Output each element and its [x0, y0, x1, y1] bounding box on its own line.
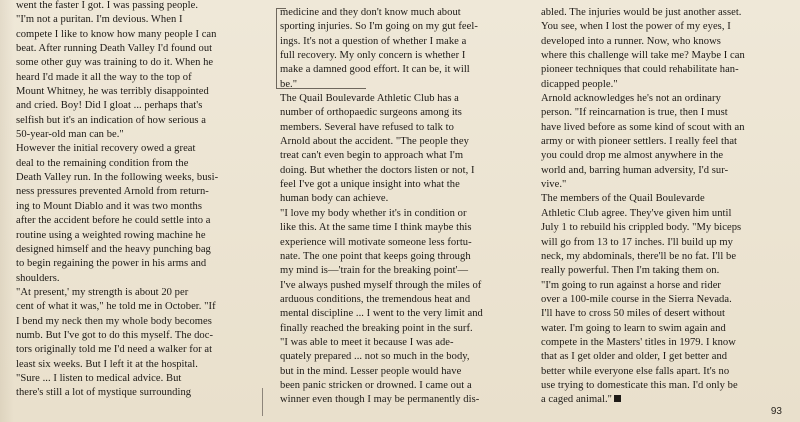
- text-line: there's still a lot of mystique surrounding: [16, 387, 192, 399]
- text-line: person. "If reincarnation is true, then I must: [541, 107, 728, 119]
- text-line: been panic stricken or drowned. I came out a: [280, 379, 472, 391]
- text-line: "Sure ... I listen to medical advice. But: [16, 372, 182, 384]
- text-line: compete in the Masters' titles in 1979. I know: [541, 336, 736, 348]
- text-line: July 1 to rebuild his crippled body. "My biceps: [541, 222, 742, 234]
- text-line: to begin regaining the power in his arms and: [16, 258, 207, 270]
- text-line: I'll have to cross 50 miles of desert without: [541, 308, 725, 320]
- text-line: sporting injuries. So I'm going on my gut feel-: [280, 21, 478, 33]
- text-line: better while everyone else falls apart. It's no: [541, 365, 730, 377]
- text-line: arduous conditions, the tremendous heat and: [280, 293, 471, 305]
- text-line: 50-year-old man can be.": [16, 129, 124, 141]
- text-line: that as I get older and older, I get better and: [541, 351, 728, 363]
- text-line: really powerful. Then I'm taking them on.: [541, 265, 720, 277]
- text-line: shoulders.: [16, 272, 60, 284]
- text-line: Arnold about the accident. "The people they: [280, 136, 469, 148]
- text-line: ings. It's not a question of whether I make a: [280, 35, 467, 47]
- text-column-2: [280, 6, 527, 408]
- text-line: beat. After running Death Valley I'd found out: [16, 43, 213, 55]
- text-line-last: [541, 393, 787, 407]
- text-line: world and, barring human adversity, I'd sur-: [541, 164, 729, 176]
- text-line: like this. At the same time I think maybe this: [280, 222, 472, 234]
- text-line: winner even though I may be permanently dis-: [280, 394, 480, 406]
- text-column-1: [16, 0, 268, 401]
- text-line: selfish but it's an indication of how serious a: [16, 114, 206, 126]
- text-line: Arnold acknowledges he's not an ordinary: [541, 93, 721, 105]
- text-line: after the accident before he could settle into a: [16, 215, 211, 227]
- text-line: neck, my abdominals, there'll be no fat. I'll be: [541, 250, 737, 262]
- text-line: tors originally told me I'd need a walker for at: [16, 344, 213, 356]
- text-line: Athletic Club agree. They've given him until: [541, 207, 732, 219]
- text-line: doing. But whether the doctors listen or not, I: [280, 164, 475, 176]
- text-line: compete I like to know how many people I can: [16, 28, 217, 40]
- text-line: designed himself and the heavy punching bag: [16, 243, 211, 255]
- text-line: vive.": [541, 179, 567, 191]
- text-line: "I love my body whether it's in condition or: [280, 207, 467, 219]
- text-line: mental discipline ... I went to the very limit and: [280, 308, 483, 320]
- text-line: You see, when I lost the power of my eyes, I: [541, 21, 731, 33]
- text-line: pioneer techniques that could rehabilitate han-: [541, 64, 739, 76]
- text-line: members. Several have refused to talk to: [280, 121, 454, 133]
- column-divider: [262, 388, 263, 416]
- text-line: developed into a runner. Now, who knows: [541, 35, 721, 47]
- text-line: be.": [280, 78, 298, 90]
- text-line: water. I'm going to learn to swim again and: [541, 322, 726, 334]
- text-line: but in the mind. Lesser people would have: [280, 365, 462, 377]
- text-line: ness pressures prevented Arnold from return-: [16, 186, 209, 198]
- text-line: abled. The injuries would be just another asset.: [541, 7, 742, 18]
- text-line: The members of the Quail Boulevarde: [541, 193, 705, 205]
- text-line: full recovery. My only concern is whether I: [280, 50, 466, 62]
- text-line: you could drop me almost anywhere in the: [541, 150, 724, 162]
- text-line: finally reached the breaking point in the surf.: [280, 322, 473, 334]
- text-line: quately prepared ... not so much in the body,: [280, 351, 470, 363]
- text-line: The Quail Boulevarde Athletic Club has a: [280, 93, 459, 105]
- text-line: dicapped people.": [541, 78, 618, 90]
- text-column-3: [541, 6, 787, 408]
- text-line: "I'm not a puritan. I'm devious. When I: [16, 14, 183, 26]
- text-line: routine using a weighted rowing machine he: [16, 229, 206, 241]
- last-line-text: a caged animal.": [541, 394, 612, 406]
- text-line: make a damned good effort. It can be, it will: [280, 64, 470, 76]
- text-line: "I was able to meet it because I was ade-: [280, 336, 454, 348]
- text-line: army or with pioneer settlers. I really feel that: [541, 136, 738, 148]
- text-line: and cried. Boy! Did I gloat ... perhaps that's: [16, 100, 203, 112]
- text-line: deal to the remaining condition from the: [16, 157, 189, 169]
- text-line: least six weeks. But I left it at the hospital.: [16, 358, 198, 370]
- text-line: went the faster I got. I was passing people.: [16, 0, 199, 11]
- text-line: "I'm going to run against a horse and rider: [541, 279, 721, 291]
- text-line: have lived before as some kind of scout with an: [541, 121, 745, 133]
- text-line: Mount Whitney, he was terribly disappointed: [16, 86, 209, 98]
- text-line: some other guy was training to do it. When he: [16, 57, 214, 69]
- text-line: treat can't even begin to approach what I'm: [280, 150, 464, 162]
- pull-quote-rule-left: [276, 8, 277, 88]
- text-line: where this challenge will take me? Maybe I can: [541, 50, 745, 62]
- text-line: over a 100-mile course in the Sierra Nevada.: [541, 293, 732, 305]
- text-line: medicine and they don't know much about: [280, 7, 461, 18]
- text-line: However the initial recovery owed a great: [16, 143, 196, 155]
- text-line: human body can achieve.: [280, 193, 389, 205]
- text-line: use trying to domesticate this man. I'd only be: [541, 379, 738, 391]
- text-line: numb. But I've got to do this myself. The doc-: [16, 329, 214, 341]
- text-line: Death Valley run. In the following weeks, busi-: [16, 172, 219, 184]
- text-line: experience will motivate someone less fortu-: [280, 236, 472, 248]
- text-line: will go from 13 to 17 inches. I'll build up my: [541, 236, 733, 248]
- text-line: "At present,' my strength is about 20 per: [16, 286, 189, 298]
- text-line: my mind is—'train for the breaking point'—: [280, 265, 469, 277]
- text-line: nate. The one point that keeps going through: [280, 250, 471, 262]
- text-line: heard I'd made it all the way to the top of: [16, 71, 192, 83]
- text-line: number of orthopaedic surgeons among its: [280, 107, 462, 119]
- end-of-article-mark-icon: [614, 395, 621, 402]
- text-line: feel I've got a unique insight into what the: [280, 179, 460, 191]
- text-line: I've always pushed myself through the miles of: [280, 279, 482, 291]
- text-line: I bend my neck then my whole body becomes: [16, 315, 212, 327]
- text-line: ing to Mount Diablo and it was two months: [16, 200, 203, 212]
- text-line: cent of what it was," he told me in October. "If: [16, 301, 216, 313]
- page-number: 93: [770, 406, 782, 417]
